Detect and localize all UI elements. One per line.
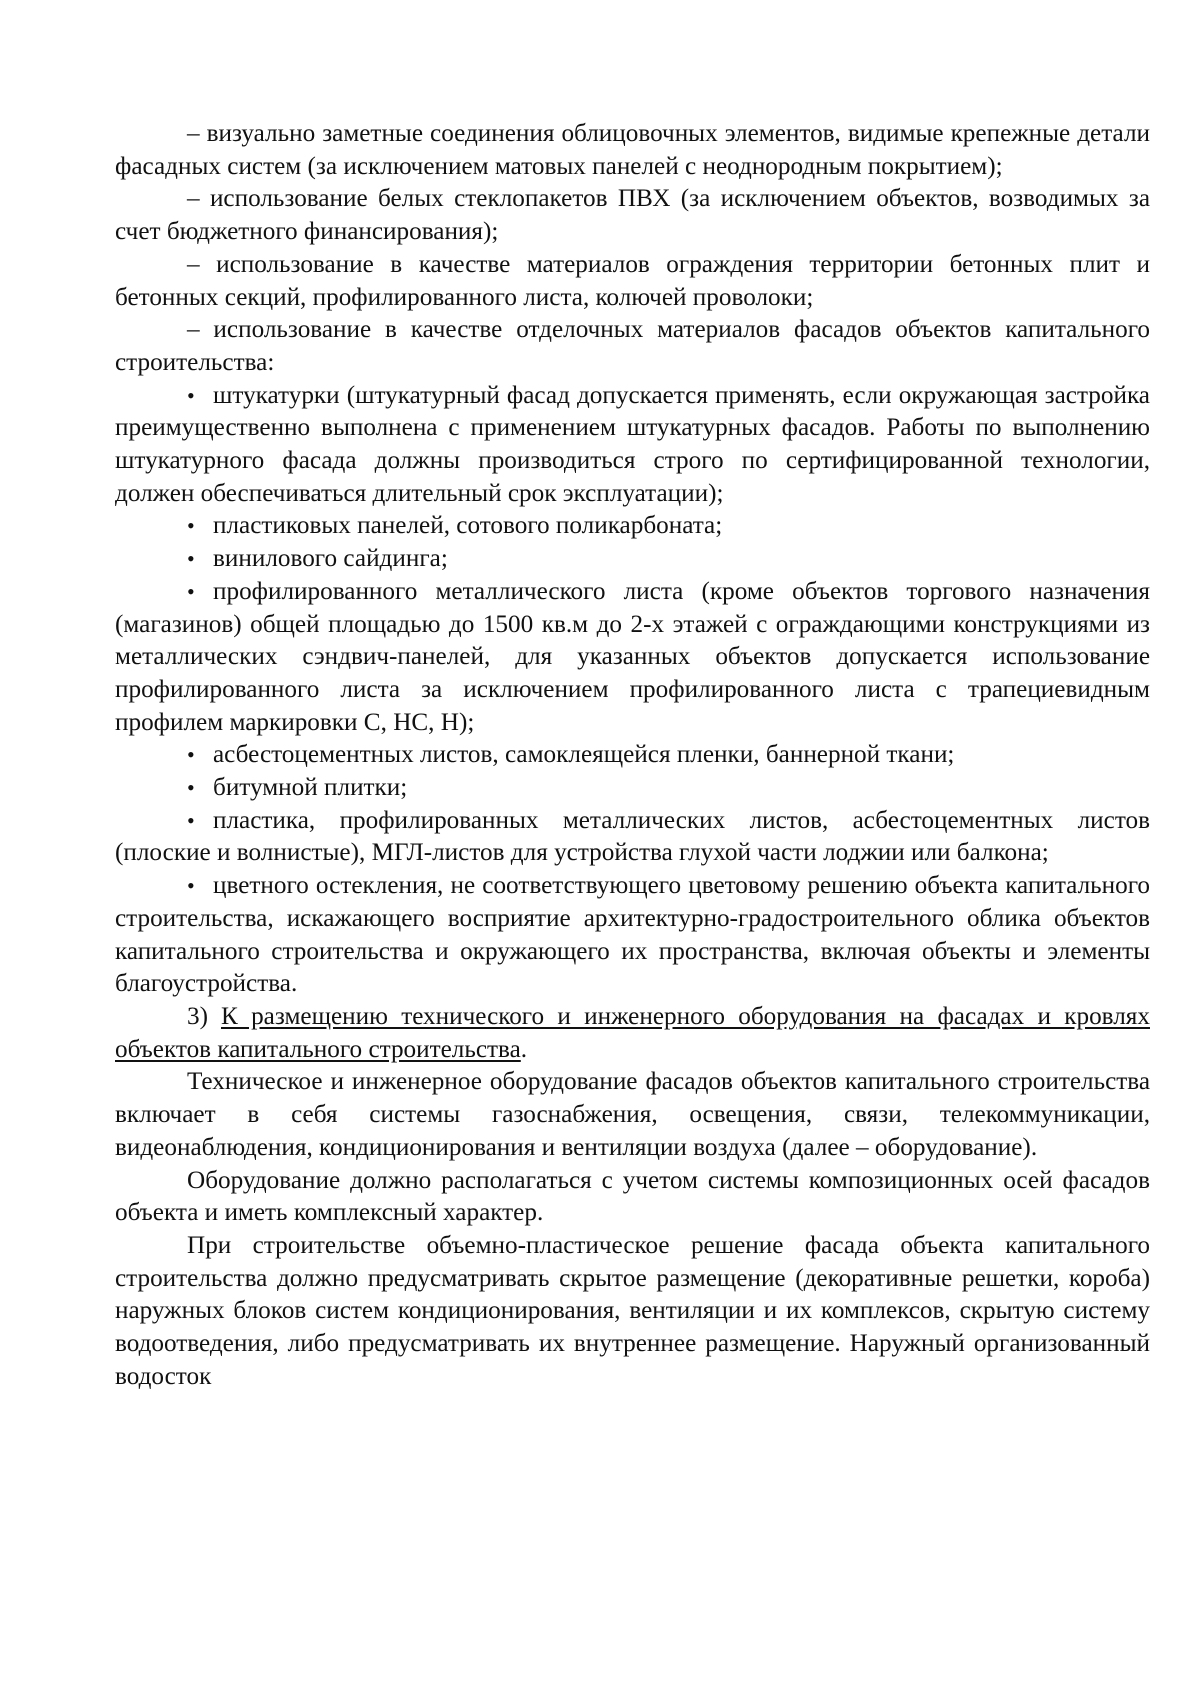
paragraph: Техническое и инженерное оборудование фасадов объектов капитального строительства включает в себя системы газоснабжения, освещения, связи, телекоммуникации, видеонаблюдения, кондиционирования и вентиляции воздуха (далее – оборудование). [115, 1068, 1150, 1161]
list-item-bullet [115, 870, 1150, 1001]
section-number: 3) [187, 1002, 208, 1030]
list-item-bullet [115, 510, 1150, 543]
bullet-text: асбестоцементных листов, самоклеящейся пленки, баннерной ткани; [213, 741, 955, 769]
list-item-dash: – использование белых стеклопакетов ПВХ (за исключением объектов, возводимых за счет бюджетного финансирования); [115, 185, 1150, 246]
section-title-tail: . [520, 1035, 528, 1063]
document-page [115, 118, 1150, 1393]
bullet-text: битумной плитки; [213, 774, 408, 802]
list-item-bullet [115, 772, 1150, 805]
list-item-bullet [115, 805, 1150, 870]
paragraph: При строительстве объемно-пластическое решение фасада объекта капитального строительства должно предусматривать скрытое размещение (декоративные решетки, короба) наружных блоков систем кондиционирования, вентиляции и их комплексов, скрытую систему водоотведения, либо предусматривать их внутреннее размещение. Наружный организованный водосток [115, 1231, 1150, 1390]
list-item-dash: – использование в качестве материалов ограждения территории бетонных плит и бетонных секций, профилированного листа, колючей проволоки; [115, 250, 1150, 311]
bullet-text: пластиковых панелей, сотового поликарбоната; [213, 512, 723, 540]
list-item-bullet [115, 380, 1150, 511]
bullet-icon [187, 805, 213, 838]
bullet-text: штукатурки (штукатурный фасад допускается применять, если окружающая застройка преимущественно выполнена с применением штукатурных фасадов. Работы по выполнению штукатурного фасада должны производиться строго по сертифицированной технологии, должен обеспечиваться длительный срок эксплуатации); [115, 381, 1150, 507]
section-title: К размещению технического и инженерного оборудования на фасадах и кровлях объектов капитального строительства [115, 1002, 1150, 1063]
bullet-icon [187, 576, 213, 609]
list-item-dash: – использование в качестве отделочных материалов фасадов объектов капитального строительства: [115, 316, 1150, 376]
bullet-text: пластика, профилированных металлических листов, асбестоцементных листов (плоские и волнистые), МГЛ-листов для устройства глухой части лоджии или балкона; [115, 806, 1150, 867]
paragraph: Оборудование должно располагаться с учетом системы композиционных осей фасадов объекта и иметь комплексный характер. [115, 1166, 1150, 1227]
list-item-bullet [115, 576, 1150, 740]
list-item-bullet [115, 739, 1150, 772]
section-heading [115, 1001, 1150, 1066]
bullet-icon [187, 772, 213, 805]
bullet-icon [187, 739, 213, 772]
list-item-bullet [115, 543, 1150, 576]
bullet-icon [187, 870, 213, 903]
bullet-text: профилированного металлического листа (кроме объектов торгового назначения (магазинов) общей площадью до 1500 кв.м до 2-х этажей с ограждающими конструкциями из металлических сэндвич-панелей, для указанных объектов допускается использование профилированного листа за исключением профилированного листа с трапециевидным профилем маркировки С, НС, Н); [115, 577, 1150, 736]
bullet-text: винилового сайдинга; [213, 545, 448, 573]
bullet-icon [187, 543, 213, 576]
bullet-icon [187, 510, 213, 543]
bullet-text: цветного остекления, не соответствующего цветовому решению объекта капитального строительства, искажающего восприятие архитектурно-градостроительного облика объектов капитального строительства и окружающего их пространства, включая объекты и элементы благоустройства. [115, 872, 1150, 998]
list-item-dash: – визуально заметные соединения облицовочных элементов, видимые крепежные детали фасадных систем (за исключением матовых панелей с неоднородным покрытием); [115, 120, 1150, 180]
bullet-icon [187, 380, 213, 413]
